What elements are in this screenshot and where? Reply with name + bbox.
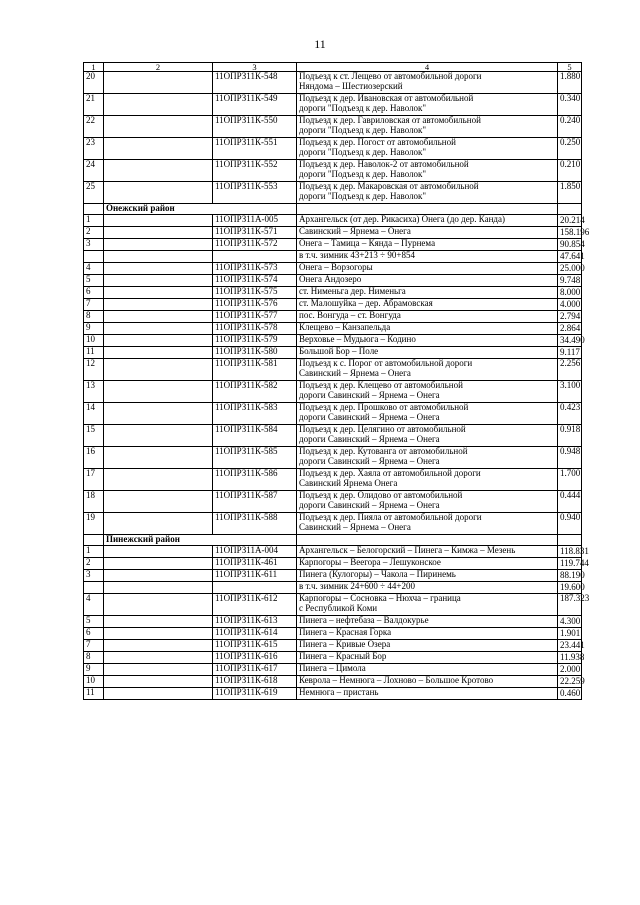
table-row [84, 323, 582, 335]
road-name-line: Онега – Ворзогоры [299, 262, 373, 272]
road-name [297, 239, 558, 251]
road-length-km: 23.441 [558, 640, 582, 652]
road-code: 11ОПРЗ11К-612 [213, 594, 297, 616]
road-name-line: дороги "Подъезд к дер. Наволок" [299, 102, 427, 113]
road-length-km: 1.850 [558, 182, 582, 204]
empty-cell [104, 546, 213, 558]
road-name [297, 311, 558, 323]
column-number: 4 [297, 63, 558, 72]
empty-cell [104, 513, 213, 535]
section-empty-cell [297, 535, 558, 546]
row-number [84, 251, 104, 263]
section-empty-cell [84, 204, 104, 215]
road-name [297, 491, 558, 513]
empty-cell [104, 582, 213, 594]
road-name-line: Подъезд к дер. Прошково от автомобильной [299, 402, 469, 412]
row-number: 8 [84, 311, 104, 323]
row-number: 18 [84, 491, 104, 513]
section-title: Онежский район [104, 204, 297, 215]
road-length-km: 1.901 [558, 628, 582, 640]
road-name-line: Подъезд к дер. Гавриловская от автомобильной [299, 115, 481, 125]
road-name [297, 676, 558, 688]
road-name-line: Подъезд к дер. Хаяла от автомобильной дороги [299, 468, 481, 478]
road-code: 11ОПРЗ11К-572 [213, 239, 297, 251]
empty-cell [104, 239, 213, 251]
road-length-km: 2.000 [558, 664, 582, 676]
road-code: 11ОПРЗ11К-576 [213, 299, 297, 311]
road-code: 11ОПРЗ11К-583 [213, 403, 297, 425]
road-name [297, 570, 558, 582]
row-number: 5 [84, 275, 104, 287]
empty-cell [104, 447, 213, 469]
section-header-row [84, 535, 582, 546]
empty-cell [104, 359, 213, 381]
road-name [297, 652, 558, 664]
road-name [297, 251, 558, 263]
road-name [297, 94, 558, 116]
row-number: 4 [84, 594, 104, 616]
road-length-km: 0.340 [558, 94, 582, 116]
table-row [84, 447, 582, 469]
empty-cell [104, 664, 213, 676]
row-number [84, 582, 104, 594]
table-row [84, 239, 582, 251]
road-code: 11ОПРЗ11К-586 [213, 469, 297, 491]
table-row [84, 335, 582, 347]
table-row [84, 275, 582, 287]
empty-cell [104, 138, 213, 160]
row-number: 14 [84, 403, 104, 425]
road-name [297, 381, 558, 403]
road-code: 11ОПРЗ11К-619 [213, 688, 297, 700]
row-number: 4 [84, 263, 104, 275]
road-length-km: 0.918 [558, 425, 582, 447]
road-name-line: Карпогоры – Сосновка – Нюхча – граница [299, 593, 461, 603]
road-length-km: 22.259 [558, 676, 582, 688]
road-name-line: Архангельск (от дер. Рикасиха) Онега (до дер. Канда) [299, 214, 506, 224]
road-name-line: Няндома – Шестиозерский [299, 80, 403, 91]
road-name [297, 616, 558, 628]
road-name [297, 227, 558, 239]
row-number: 2 [84, 558, 104, 570]
road-name-line: Большой Бор – Поле [299, 346, 379, 356]
empty-cell [104, 640, 213, 652]
road-code: 11ОПРЗ11К-611 [213, 570, 297, 582]
row-number: 9 [84, 323, 104, 335]
road-name [297, 664, 558, 676]
table-row [84, 469, 582, 491]
road-length-km: 3.100 [558, 381, 582, 403]
row-number: 13 [84, 381, 104, 403]
empty-cell [104, 558, 213, 570]
road-code: 11ОПРЗ11К-588 [213, 513, 297, 535]
road-name [297, 688, 558, 700]
road-length-km: 25.000 [558, 263, 582, 275]
column-number: 5 [558, 63, 582, 72]
road-name-line: дороги "Подъезд к дер. Наволок" [299, 146, 427, 157]
empty-cell [104, 299, 213, 311]
road-code: 11ОПРЗ11К-616 [213, 652, 297, 664]
road-length-km: 34.490 [558, 335, 582, 347]
empty-cell [104, 469, 213, 491]
road-name [297, 299, 558, 311]
row-number: 6 [84, 287, 104, 299]
road-name-line: Подъезд к дер. Ивановская от автомобильной [299, 93, 474, 103]
road-name [297, 335, 558, 347]
road-name-line: дороги Савинский – Ярнема – Онега [299, 499, 440, 510]
road-name-line: Савинский – Ярнема – Онега [299, 367, 411, 378]
empty-cell [104, 263, 213, 275]
empty-cell [104, 323, 213, 335]
road-length-km: 187.323 [558, 594, 582, 616]
road-length-km: 2.256 [558, 359, 582, 381]
table-row [84, 138, 582, 160]
road-name-line: Подъезд к дер. Олидово от автомобильной [299, 490, 463, 500]
section-empty-cell [558, 204, 582, 215]
empty-cell [104, 311, 213, 323]
row-number: 21 [84, 94, 104, 116]
road-name-line: Савинский – Ярнема – Онега [299, 226, 411, 236]
table-row [84, 215, 582, 227]
table-row [84, 251, 582, 263]
row-number: 2 [84, 227, 104, 239]
road-name [297, 558, 558, 570]
road-name-line: Карпогоры – Веегора – Лешуконское [299, 557, 441, 567]
row-number: 20 [84, 72, 104, 94]
road-length-km: 88.190 [558, 570, 582, 582]
road-length-km: 9.748 [558, 275, 582, 287]
table-row [84, 582, 582, 594]
row-number: 10 [84, 335, 104, 347]
empty-cell [104, 160, 213, 182]
road-name [297, 160, 558, 182]
empty-cell [104, 275, 213, 287]
road-name-line: Немнюга – пристань [299, 687, 379, 697]
road-name-line: дороги "Подъезд к дер. Наволок" [299, 124, 427, 135]
road-name-line: дороги Савинский – Ярнема – Онега [299, 389, 440, 400]
road-name-line: Подъезд к дер. Целягино от автомобильной [299, 424, 466, 434]
section-empty-cell [558, 535, 582, 546]
road-length-km: 158.196 [558, 227, 582, 239]
road-code: 11ОПРЗ11К-618 [213, 676, 297, 688]
road-name [297, 263, 558, 275]
empty-cell [104, 425, 213, 447]
table-row [84, 359, 582, 381]
road-name-line: Пинега – нефтебаза – Валдокурье [299, 615, 429, 625]
section-header-row [84, 204, 582, 215]
empty-cell [104, 676, 213, 688]
table-row [84, 594, 582, 616]
road-code: 11ОПРЗ11А-004 [213, 546, 297, 558]
empty-cell [104, 403, 213, 425]
road-code: 11ОПРЗ11К-573 [213, 263, 297, 275]
road-name [297, 287, 558, 299]
empty-cell [104, 652, 213, 664]
registry-body [84, 62, 590, 700]
road-name-line: в т.ч. зимник 43+213 ÷ 90+854 [299, 250, 415, 260]
empty-cell [104, 688, 213, 700]
road-code [213, 251, 297, 263]
road-code: 11ОПРЗ11К-613 [213, 616, 297, 628]
road-code: 11ОПРЗ11К-551 [213, 138, 297, 160]
road-name [297, 447, 558, 469]
row-number: 17 [84, 469, 104, 491]
row-number: 16 [84, 447, 104, 469]
row-number: 11 [84, 688, 104, 700]
table-row [84, 299, 582, 311]
table-row [84, 616, 582, 628]
road-length-km: 2.864 [558, 323, 582, 335]
road-name-line: Подъезд к дер. Клещево от автомобильной [299, 380, 463, 390]
row-number: 23 [84, 138, 104, 160]
table-row [84, 688, 582, 700]
table-row [84, 381, 582, 403]
road-length-km: 90.854 [558, 239, 582, 251]
section-empty-cell [84, 535, 104, 546]
table-row [84, 491, 582, 513]
table-row [84, 570, 582, 582]
empty-cell [104, 227, 213, 239]
road-code: 11ОПРЗ11К-549 [213, 94, 297, 116]
table-row [84, 287, 582, 299]
empty-cell [104, 616, 213, 628]
road-name [297, 513, 558, 535]
row-number: 6 [84, 628, 104, 640]
road-length-km: 0.460 [558, 688, 582, 700]
table-row [84, 263, 582, 275]
road-name [297, 347, 558, 359]
road-name [297, 582, 558, 594]
empty-cell [104, 72, 213, 94]
road-name-line: Савинский Ярнема Онега [299, 477, 398, 488]
road-length-km: 2.794 [558, 311, 582, 323]
road-name-line: Архангельск – Белогорский – Пинега – Кимжа – Мезень [299, 545, 516, 555]
row-number: 1 [84, 546, 104, 558]
road-name-line: дороги "Подъезд к дер. Наволок" [299, 168, 427, 179]
road-name-line: Пинега (Кулогоры) – Чакола – Пиринемь [299, 569, 456, 579]
row-number: 11 [84, 347, 104, 359]
row-number: 7 [84, 299, 104, 311]
road-code: 11ОПРЗ11К-580 [213, 347, 297, 359]
road-code: 11ОПРЗ11К-571 [213, 227, 297, 239]
road-name [297, 323, 558, 335]
road-length-km: 0.444 [558, 491, 582, 513]
road-length-km: 0.240 [558, 116, 582, 138]
road-length-km: 118.831 [558, 546, 582, 558]
empty-cell [104, 116, 213, 138]
road-name [297, 403, 558, 425]
row-number: 15 [84, 425, 104, 447]
column-number: 1 [84, 63, 104, 72]
road-name [297, 138, 558, 160]
road-name-line: Подъезд к дер. Кутованга от автомобильной [299, 446, 468, 456]
road-code: 11ОПРЗ11К-582 [213, 381, 297, 403]
table-row [84, 403, 582, 425]
road-length-km: 1.700 [558, 469, 582, 491]
table-row [84, 652, 582, 664]
road-name-line: Кеврола – Немнюга – Лохново – Большое Кротово [299, 675, 494, 685]
section-title: Пинежский район [104, 535, 297, 546]
road-name [297, 469, 558, 491]
road-code: 11ОПРЗ11К-553 [213, 182, 297, 204]
road-name [297, 215, 558, 227]
table-row [84, 425, 582, 447]
road-code: 11ОПРЗ11К-548 [213, 72, 297, 94]
empty-cell [104, 594, 213, 616]
road-length-km: 8.000 [558, 287, 582, 299]
road-name-line: Подъезд к дер. Наволок-2 от автомобильной [299, 159, 469, 169]
row-number: 5 [84, 616, 104, 628]
row-number: 12 [84, 359, 104, 381]
road-name-line: в т.ч. зимник 24+600 ÷ 44+200 [299, 581, 415, 591]
empty-cell [104, 381, 213, 403]
empty-cell [104, 570, 213, 582]
empty-cell [104, 287, 213, 299]
road-name-line: Пинега – Кривые Озера [299, 639, 391, 649]
road-code: 11ОПРЗ11К-575 [213, 287, 297, 299]
section-empty-cell [297, 204, 558, 215]
road-code: 11ОПРЗ11К-577 [213, 311, 297, 323]
table-row [84, 664, 582, 676]
road-length-km: 4.000 [558, 299, 582, 311]
road-name-line: дороги "Подъезд к дер. Наволок" [299, 190, 427, 201]
road-length-km: 4.300 [558, 616, 582, 628]
road-name [297, 116, 558, 138]
road-code: 11ОПРЗ11К-579 [213, 335, 297, 347]
road-length-km: 0.948 [558, 447, 582, 469]
road-name-line: дороги Савинский – Ярнема – Онега [299, 455, 440, 466]
road-name [297, 275, 558, 287]
empty-cell [104, 182, 213, 204]
road-code [213, 582, 297, 594]
table-row [84, 558, 582, 570]
road-registry-table [83, 62, 590, 700]
road-length-km: 1.880 [558, 72, 582, 94]
row-number: 7 [84, 640, 104, 652]
road-name-line: Савинский – Ярнема – Онега [299, 521, 411, 532]
road-name [297, 594, 558, 616]
road-code: 11ОПРЗ11К-615 [213, 640, 297, 652]
table-row [84, 160, 582, 182]
page-number: 11 [314, 37, 326, 51]
road-name-line: с Республикой Коми [299, 602, 378, 613]
road-name-line: Пинега – Красная Горка [299, 627, 392, 637]
row-number: 8 [84, 652, 104, 664]
column-number: 2 [104, 63, 213, 72]
row-number: 24 [84, 160, 104, 182]
road-code: 11ОПРЗ11К-461 [213, 558, 297, 570]
road-name-line: Онега Андозеро [299, 274, 362, 284]
road-code: 11ОПРЗ11К-550 [213, 116, 297, 138]
road-name-line: ст. Малошуйка – дер. Абрамовская [299, 298, 433, 308]
road-length-km: 9.117 [558, 347, 582, 359]
road-length-km: 0.210 [558, 160, 582, 182]
table-row [84, 676, 582, 688]
row-number: 22 [84, 116, 104, 138]
road-name-line: дороги Савинский – Ярнема – Онега [299, 411, 440, 422]
road-code: 11ОПРЗ11К-552 [213, 160, 297, 182]
empty-cell [104, 215, 213, 227]
road-name-line: Пинега – Цимола [299, 663, 366, 673]
road-name [297, 425, 558, 447]
row-number: 9 [84, 664, 104, 676]
road-code: 11ОПРЗ11К-581 [213, 359, 297, 381]
road-code: 11ОПРЗ11К-614 [213, 628, 297, 640]
row-number: 3 [84, 239, 104, 251]
empty-cell [104, 628, 213, 640]
row-number: 19 [84, 513, 104, 535]
table-row [84, 640, 582, 652]
road-length-km: 20.214 [558, 215, 582, 227]
road-name-line: Пинега – Красный Бор [299, 651, 387, 661]
empty-cell [104, 491, 213, 513]
table-row [84, 182, 582, 204]
road-length-km: 119.744 [558, 558, 582, 570]
road-name [297, 640, 558, 652]
road-name-line: Подъезд к дер. Погост от автомобильной [299, 137, 456, 147]
road-name-line: Подъезд к ст. Лещево от автомобильной дороги [299, 71, 482, 81]
empty-cell [104, 251, 213, 263]
road-name-line: Подъезд к с. Порог от автомобильной дороги [299, 358, 473, 368]
row-number: 25 [84, 182, 104, 204]
road-code: 11ОПРЗ11К-587 [213, 491, 297, 513]
road-code: 11ОПРЗ11К-584 [213, 425, 297, 447]
road-name-line: Онега – Тамица – Кянда – Пурнема [299, 238, 436, 248]
empty-cell [104, 94, 213, 116]
table-row [84, 628, 582, 640]
table-row [84, 347, 582, 359]
table-row [84, 94, 582, 116]
empty-cell [104, 335, 213, 347]
road-name [297, 628, 558, 640]
road-name-line: Верховье – Мудьюга – Кодино [299, 334, 416, 344]
road-code: 11ОПРЗ11К-617 [213, 664, 297, 676]
road-name [297, 182, 558, 204]
row-number: 10 [84, 676, 104, 688]
road-length-km: 0.250 [558, 138, 582, 160]
table-row [84, 227, 582, 239]
road-name [297, 72, 558, 94]
row-number: 1 [84, 215, 104, 227]
table-row [84, 72, 582, 94]
road-code: 11ОПРЗ11К-578 [213, 323, 297, 335]
road-code: 11ОПРЗ11К-574 [213, 275, 297, 287]
road-length-km: 47.641 [558, 251, 582, 263]
table-row [84, 513, 582, 535]
road-code: 11ОПРЗ11А-005 [213, 215, 297, 227]
road-name [297, 546, 558, 558]
road-name [297, 359, 558, 381]
row-number: 3 [84, 570, 104, 582]
road-name-line: Подъезд к дер. Макаровская от автомобильной [299, 181, 479, 191]
table-row [84, 546, 582, 558]
road-name-line: ст. Нименьга дер. Нименьга [299, 286, 406, 296]
empty-cell [104, 347, 213, 359]
road-length-km: 19.600 [558, 582, 582, 594]
road-name-line: Подъезд к дер. Пияла от автомобильной дороги [299, 512, 482, 522]
road-length-km: 0.940 [558, 513, 582, 535]
column-number: 3 [213, 63, 297, 72]
road-code: 11ОПРЗ11К-585 [213, 447, 297, 469]
road-name-line: пос. Вонгуда – ст. Вонгуда [299, 310, 401, 320]
table-row [84, 311, 582, 323]
road-length-km: 0.423 [558, 403, 582, 425]
road-length-km: 11.938 [558, 652, 582, 664]
road-name-line: дороги Савинский – Ярнема – Онега [299, 433, 440, 444]
road-name-line: Клещево – Канзапельда [299, 322, 391, 332]
table-row [84, 116, 582, 138]
